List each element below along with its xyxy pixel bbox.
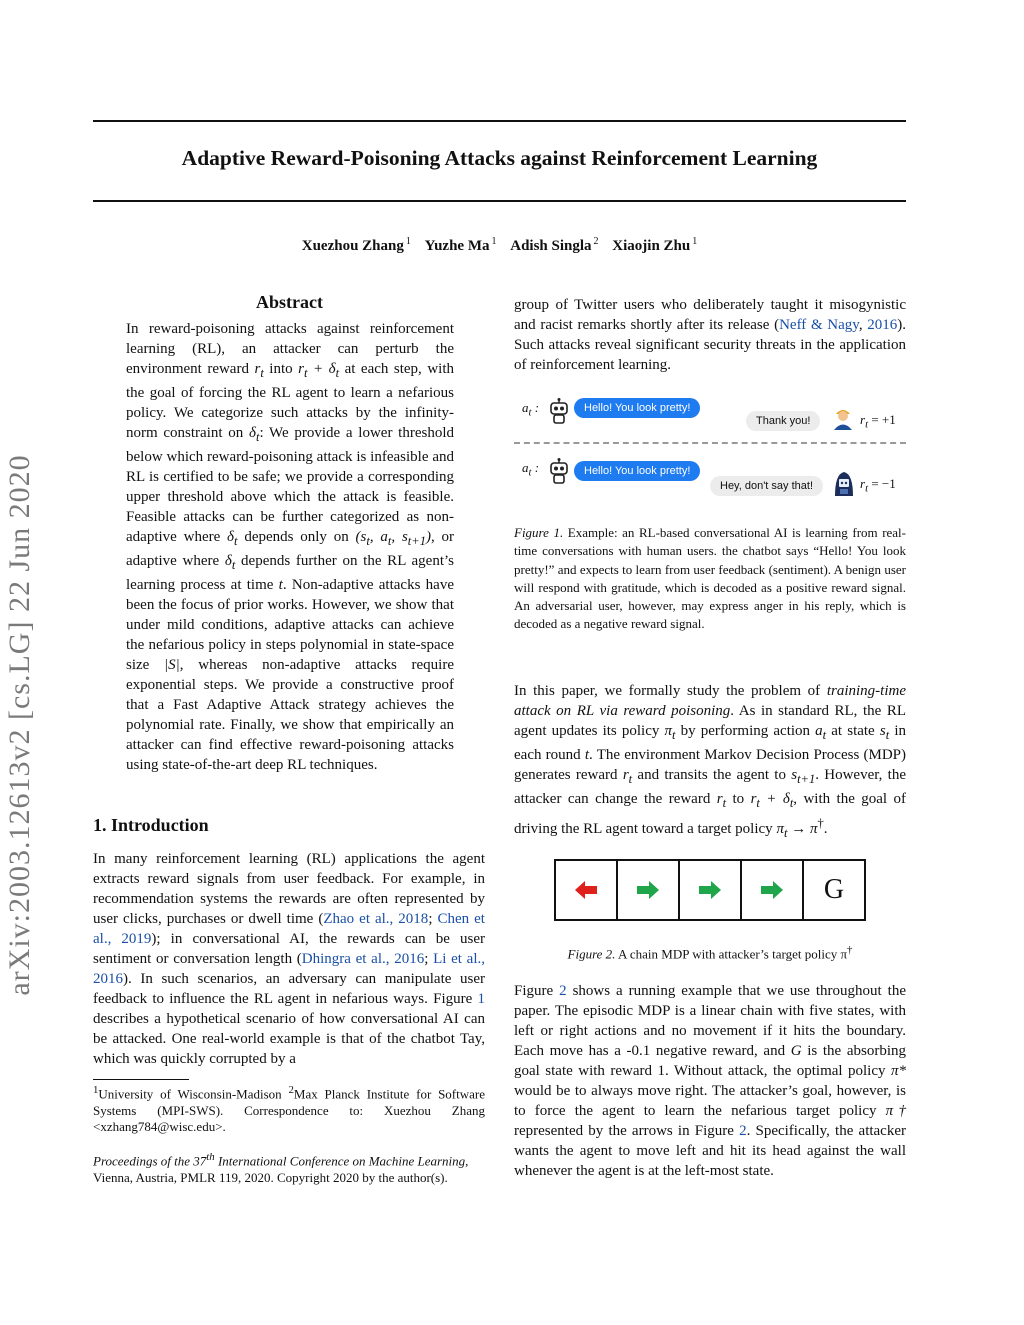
author: Adish Singla $^2$ xyxy=(510,236,599,254)
paper-title: Adaptive Reward-Poisoning Attacks against Reinforcement Learning xyxy=(181,146,818,170)
user-reply-bubble: Hey, don't say that! xyxy=(710,476,823,496)
abstract-body: In reward-poisoning attacks against reinforcement learning (RL), an attacker can perturb the environment reward $r_t$ into $r_t + \delta_t$ at each step, with the goal of forcing the RL agent to learn a nefarious policy. We categorize such attacks by the infinity-norm constraint on $\delta_t$: We provide a lower threshold below which reward-poisoning attack is infeasible and RL is certified to be safe; we provide a corresponding upper threshold above which the attack is feasible. Feasible attacks can be further categorized as non-adaptive where $\delta_t$ depends only on ($s_t$, $a_t$, $s_{t+1}$), or adaptive where $\delta_t$ depends further on the RL agent’s learning process at time t. Non-adaptive attacks have been the focus of prior works. However, we show that under mild conditions, adaptive attacks can achieve the nefarious policy in steps polynomial in state-space size |S|, whereas non-adaptive attacks require exponential steps. We provide a constructive proof that a Fast Adaptive Attack strategy achieves the polynomial rate. Finally, we show that empirically an attacker can find effective reward-poisoning attacks using state-of-the-art deep RL techniques. xyxy=(126,321,454,773)
footnote-proceedings: Proceedings of the 37th International Conference on Machine Learning, Vienna, Austria, PMLR 119, 2020. Copyright 2020 by the author(s). xyxy=(93,1151,469,1185)
state-cell xyxy=(618,861,680,919)
citation-link[interactable]: 2016 xyxy=(867,317,898,333)
abstract-heading: Abstract xyxy=(256,292,323,312)
bot-message-bubble: Hello! You look pretty! xyxy=(574,461,700,481)
user-reply-bubble: Thank you! xyxy=(746,411,820,431)
intro-paragraph: In many reinforcement learning (RL) applications the agent extracts reward signals from user feedback. For example, in recommendation systems the rewards are often represented by user clicks, purchases or dwell time (Zhao et al., 2018; Chen et al., 2019); in conversational AI, the rewards can be user sentiment or conversation length (Dhingra et al., 2016; Li et al., 2016). In such scenarios, an adversary can manipulate user feedback to influence the RL agent in nefarious ways. Figure 1 describes a hypothetical scenario of how conversational AI can be attacked. One real-world example is that of the chatbot Tay, which was quickly corrupted by a xyxy=(93,851,486,1067)
title-bottom-rule xyxy=(93,200,906,202)
citation-link[interactable]: Zhao et al., 2018 xyxy=(323,911,429,927)
author-list xyxy=(93,236,906,255)
citation-link[interactable]: Dhingra et al., 2016 xyxy=(301,951,425,967)
intro-continued: group of Twitter users who deliberately taught it misogynistic and racist remarks shortly after its release (Neff & Nagy, 2016). Such attacks reveal significant security threats in the application of reinforcement learning. xyxy=(514,297,906,373)
citation-link[interactable]: Li et al., 2016 xyxy=(93,951,486,987)
citation-link[interactable]: Neff & Nagy xyxy=(779,317,859,333)
footnote-affiliations: $^1$University of Wisconsin-Madison $^2$Max Planck Institute for Software Systems (MPI-SWS). Correspondence to: Xuezhou Zhang <xzhang784@wisc.edu>. xyxy=(93,1084,485,1135)
robot-icon xyxy=(548,398,570,429)
running-example-paragraph: Figure 2 shows a running example that we use throughout the paper. The episodic MDP is a linear chain with five states, with left or right actions and no movement if it hits the boundary. Each move has a -0.1 negative reward, and G is the absorbing goal state with reward 1. Without attack, the optimal policy π* would be to always move right. The attacker’s goal, however, is to force the agent to learn the nefarious target policy π† represented by the arrows in Figure 2. Specifically, the attacker wants the agent to move left and hit its head against the wall whenever the agent is at the left-most state. xyxy=(514,983,906,1179)
reward-negative: $r_t = -1$ xyxy=(860,476,896,495)
reward-positive: $r_t = +1$ xyxy=(860,412,896,431)
author: Xuezhou Zhang $^1$ xyxy=(301,236,411,254)
action-label: $a_t$ : xyxy=(522,400,540,419)
arxiv-id: arXiv:2003.12613v2 [cs.LG] 22 Jun 2020 xyxy=(3,454,36,996)
figure-link[interactable]: 2 xyxy=(739,1123,747,1139)
bot-message-bubble: Hello! You look pretty! xyxy=(574,398,700,418)
top-rule xyxy=(93,120,906,122)
figure-1-caption: Figure 1. Example: an RL-based conversational AI is learning from real-time conversations with human users. the chatbot says “Hello! You look pretty!” and expects to learn from user feedback (sentiment). A benign user will respond with gratitude, which is decoded as a positive reward signal. An adversarial user, however, may express anger in his reply, which is decoded as a negative reward signal. xyxy=(514,525,906,632)
author: Yuzhe Ma $^1$ xyxy=(424,236,497,254)
section-heading-introduction: 1. Introduction xyxy=(93,815,209,835)
figure-link[interactable]: 1 xyxy=(477,991,485,1007)
chain-mdp-figure xyxy=(554,859,866,921)
footnote-rule xyxy=(93,1079,189,1080)
right-arrow-icon xyxy=(697,879,723,901)
robot-icon xyxy=(548,458,570,489)
goal-state: G xyxy=(823,874,845,905)
figure-2-caption: Figure 2. A chain MDP with attacker’s target policy π† xyxy=(567,944,853,962)
left-arrow-icon xyxy=(573,879,599,901)
figure-link[interactable]: 2 xyxy=(559,983,567,999)
state-cell xyxy=(556,861,618,919)
action-label: $a_t$ : xyxy=(522,460,540,479)
author: Xiaojin Zhu $^1$ xyxy=(612,236,698,254)
figure-1 xyxy=(514,392,906,504)
divider-dashed xyxy=(514,442,906,444)
hacker-icon xyxy=(832,470,856,501)
state-cell xyxy=(742,861,804,919)
benign-user-icon xyxy=(832,406,854,435)
right-arrow-icon xyxy=(759,879,785,901)
citation-link[interactable]: Chen et al., 2019 xyxy=(93,911,485,947)
state-cell xyxy=(680,861,742,919)
problem-paragraph: In this paper, we formally study the problem of training-time attack on RL via reward poisoning. As in standard RL, the RL agent updates its policy $\pi_t$ by performing action $a_t$ at state $s_t$ in each round t. The environment Markov Decision Process (MDP) generates reward $r_t$ and transits the agent to $s_{t+1}$. However, the attacker can change the reward $r_t$ to $r_t + \delta_t$, with the goal of driving the RL agent toward a target policy $\pi_t \to \pi^\dagger$. xyxy=(514,683,906,840)
arxiv-sidebar xyxy=(0,425,60,1025)
right-arrow-icon xyxy=(635,879,661,901)
